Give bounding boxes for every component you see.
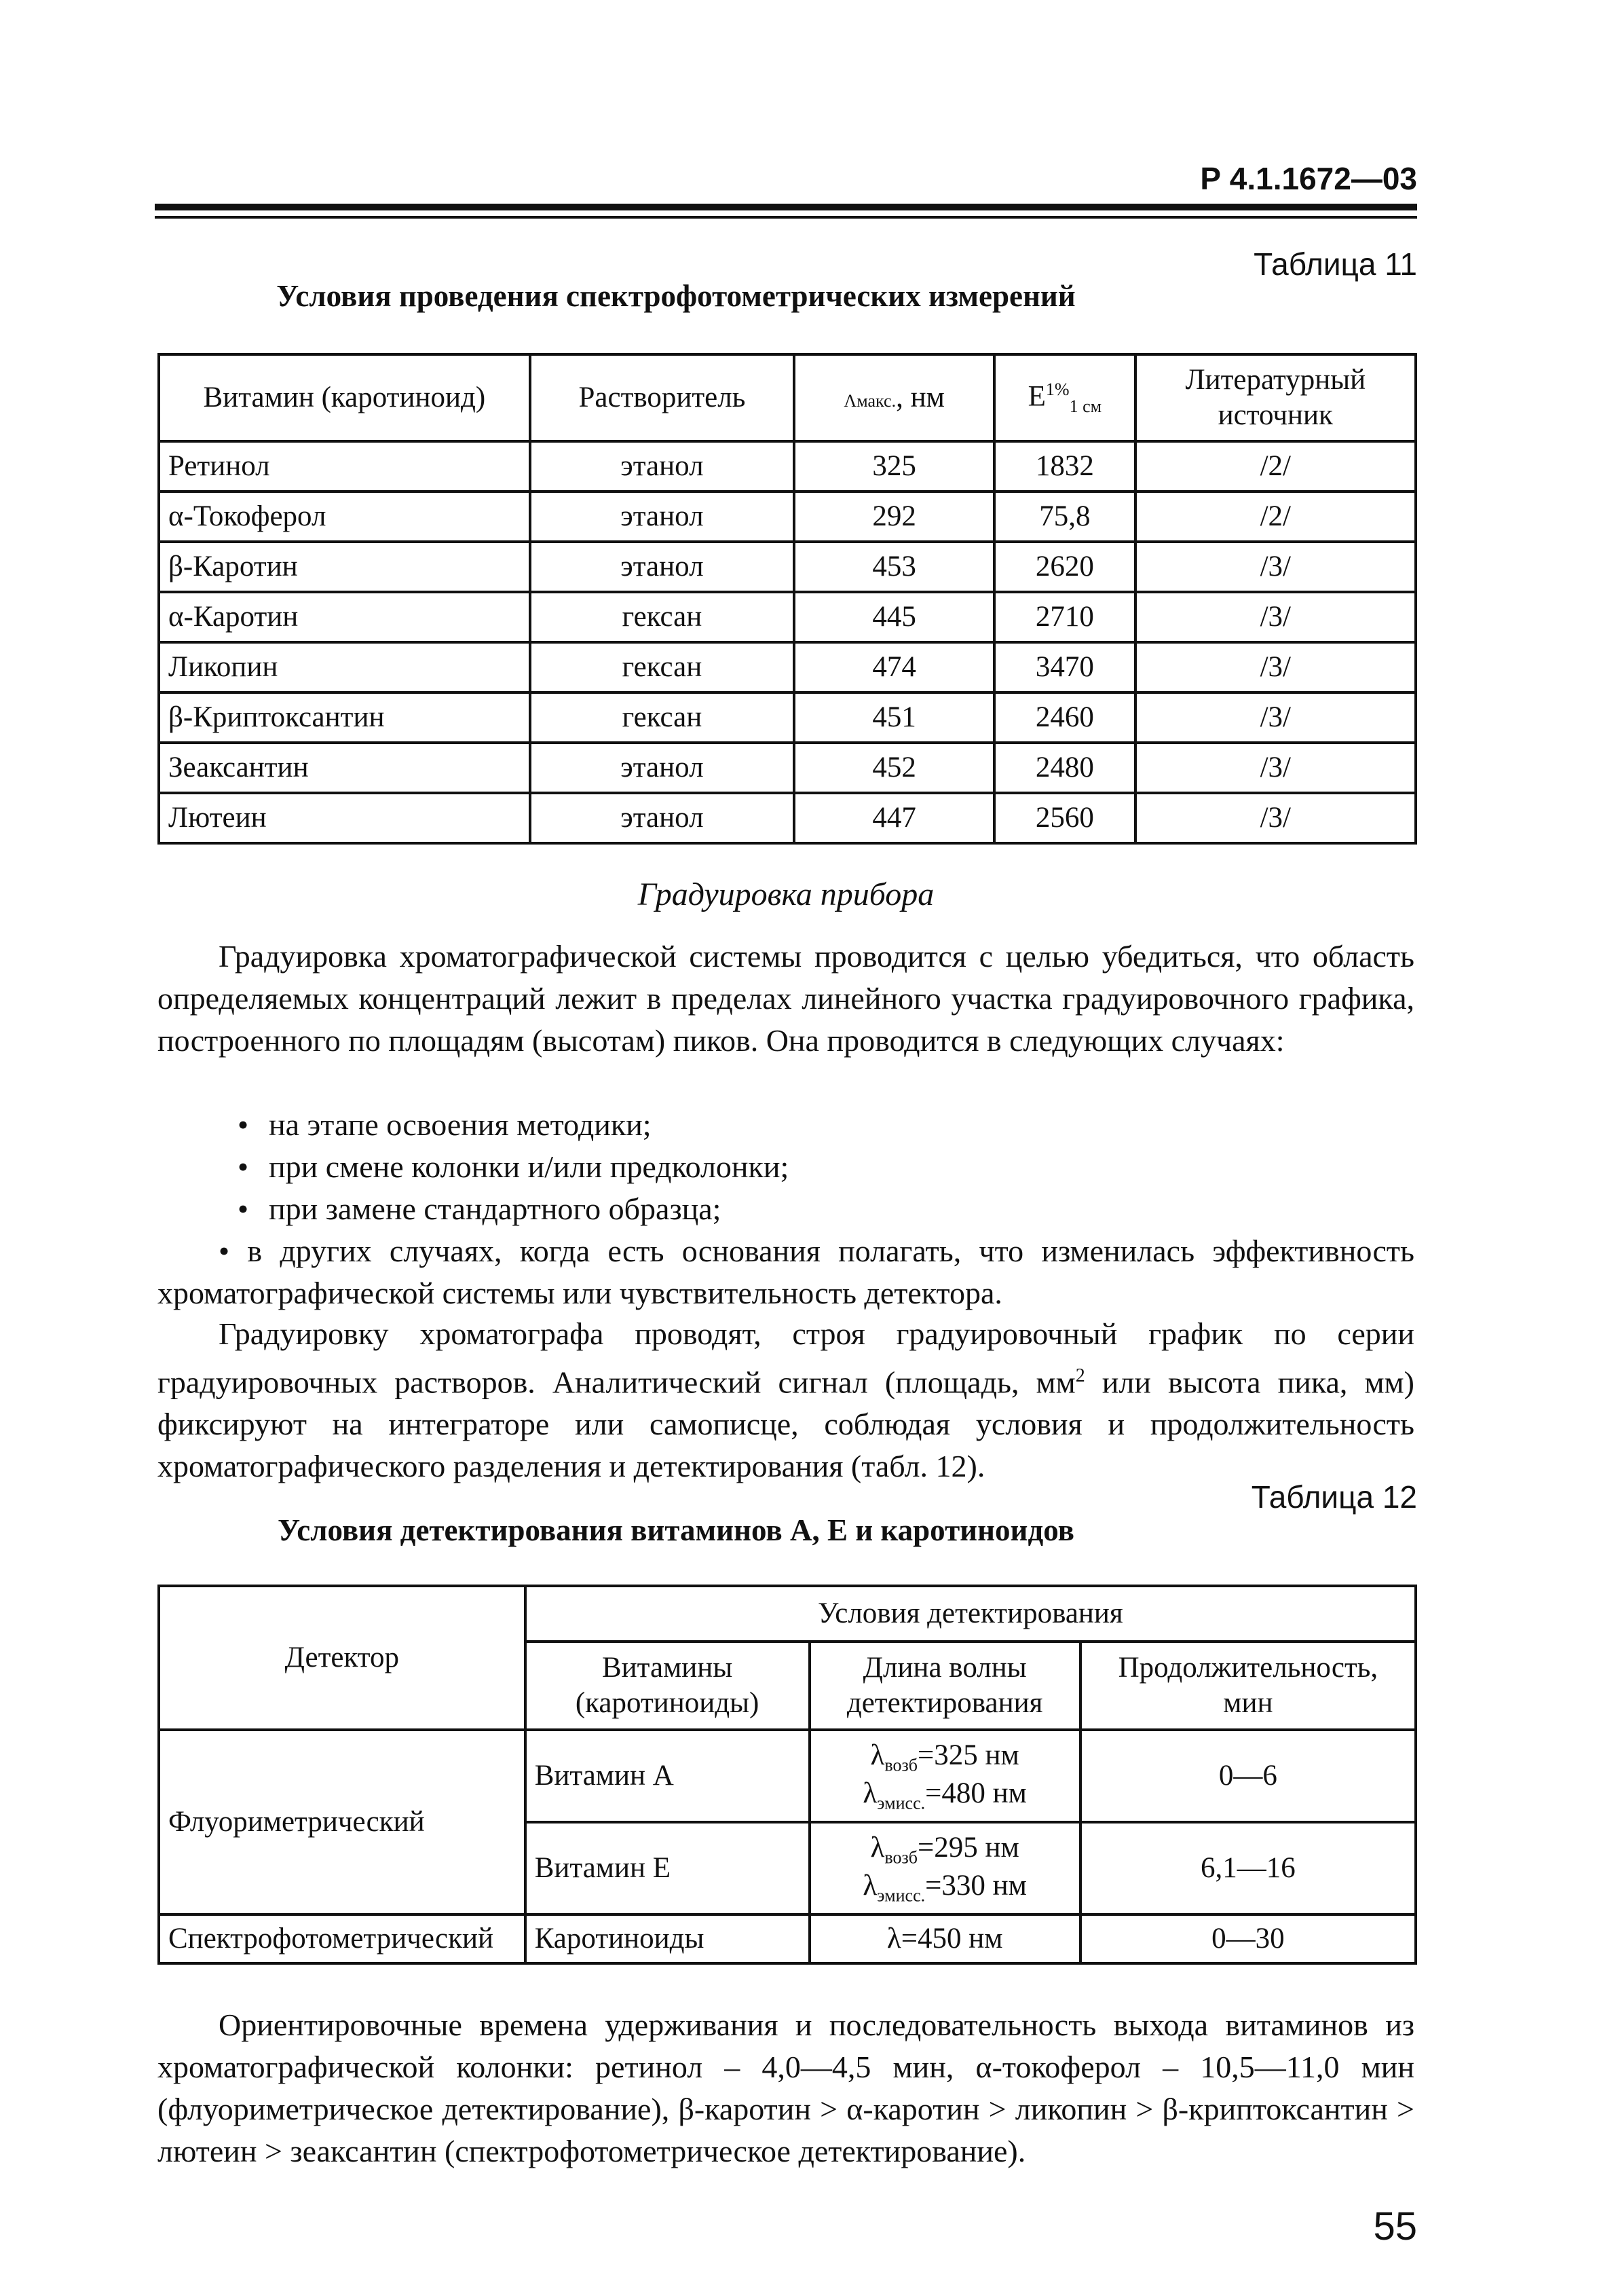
cell-solvent: этанол [530, 743, 794, 793]
paragraph-text [157, 1313, 1414, 1487]
table-row [159, 692, 1416, 743]
lambda-symbol: λ [863, 1777, 878, 1809]
table-row [159, 492, 1416, 542]
cell-wavelength [810, 1730, 1080, 1822]
table12-header-detector: Детектор [159, 1586, 525, 1730]
lambda-max-symbol: Λмакс. [844, 391, 897, 411]
table12-header-row [159, 1586, 1416, 1642]
cell-extinction: 2460 [994, 692, 1135, 743]
cell-lambda: 445 [794, 592, 994, 642]
document-number: Р 4.1.1672—03 [1200, 161, 1417, 196]
cell-vitamin: Лютеин [159, 793, 530, 843]
cell-wavelength: λ=450 нм [810, 1914, 1080, 1963]
lambda-symbol: λ [870, 1832, 885, 1864]
table-row [159, 642, 1416, 692]
cell-lambda: 452 [794, 743, 994, 793]
paragraph-graph [157, 1313, 1414, 1487]
cell-lambda: 451 [794, 692, 994, 743]
cell-lambda: 325 [794, 441, 994, 492]
lambda-subscript: эмисс. [877, 1885, 926, 1906]
cell-source: /3/ [1135, 692, 1416, 743]
table12-header-wavelength: Длина волны детектирования [810, 1642, 1080, 1730]
table-row [159, 793, 1416, 843]
cell-solvent: этанол [530, 793, 794, 843]
list-item-text: на этапе освоения методики; [269, 1107, 652, 1142]
table12-header-duration: Продолжительность, мин [1080, 1642, 1416, 1730]
cell-source: /3/ [1135, 592, 1416, 642]
table-row [159, 1730, 1416, 1822]
cell-solvent: этанол [530, 542, 794, 592]
lambda-subscript: возб [884, 1847, 918, 1868]
cell-solvent: гексан [530, 692, 794, 743]
table11 [157, 353, 1417, 845]
paragraph-text: Градуировка хроматографической системы проводится с целью убедиться, что область определяемых концентраций лежит в пределах линейного участка градуировочного графика, построенного по площадям (высотам) пиков. Она проводится в следующих случаях: [157, 939, 1414, 1058]
extinction-symbol: E [1028, 380, 1046, 413]
list-item-text [157, 1230, 1414, 1314]
cell-duration: 0—30 [1080, 1914, 1416, 1963]
cell-source: /3/ [1135, 793, 1416, 843]
cell-lambda: 474 [794, 642, 994, 692]
extinction-sup: 1% [1045, 379, 1070, 399]
list-item-text-content: в других случаях, когда есть основания полагать, что изменилась эффективность хроматографической системы или чувствительность детектора. [157, 1234, 1414, 1310]
bullet-list [157, 1104, 1414, 1230]
paragraph-calibration [157, 936, 1414, 1062]
table11-header-source: Литературный источник [1135, 354, 1416, 441]
lambda-subscript: возб [884, 1755, 918, 1775]
table-row [159, 542, 1416, 592]
lambda-value: =325 нм [918, 1739, 1019, 1772]
table-row [159, 1914, 1416, 1963]
table11-header-lambda [794, 354, 994, 441]
cell-vitamin: Ликопин [159, 642, 530, 692]
list-item [157, 1188, 1414, 1230]
lambda-value: =330 нм [925, 1870, 1027, 1902]
emission-wavelength [819, 1868, 1071, 1906]
cell-vitamin: Ретинол [159, 441, 530, 492]
lambda-value: =480 нм [925, 1777, 1027, 1809]
cell-extinction: 2480 [994, 743, 1135, 793]
list-item [157, 1104, 1414, 1146]
cell-extinction: 2710 [994, 592, 1135, 642]
header-rule-thin [155, 216, 1417, 219]
cell-vitamin: Витамин Е [525, 1822, 810, 1914]
cell-extinction: 2560 [994, 793, 1135, 843]
table-row [159, 743, 1416, 793]
header-rule-thick [155, 204, 1417, 210]
table12-label: Таблица 12 [1251, 1479, 1417, 1515]
cell-source: /3/ [1135, 542, 1416, 592]
cell-wavelength [810, 1822, 1080, 1914]
emission-wavelength [819, 1776, 1071, 1814]
excitation-wavelength [819, 1738, 1071, 1776]
cell-source: /3/ [1135, 642, 1416, 692]
cell-vitamin: Витамин А [525, 1730, 810, 1822]
excitation-wavelength [819, 1830, 1071, 1868]
lambda-symbol: λ [863, 1870, 878, 1902]
cell-source: /3/ [1135, 743, 1416, 793]
cell-extinction: 1832 [994, 441, 1135, 492]
paragraph-part-b: или высота пика, мм) фиксируют на интеграторе или самописце, соблюдая условия и продолжительность хроматографического разделения и детектирования (табл. 12). [157, 1365, 1414, 1484]
bullet-icon: • [219, 1234, 248, 1268]
cell-solvent: гексан [530, 592, 794, 642]
cell-duration: 6,1—16 [1080, 1822, 1416, 1914]
cell-lambda: 292 [794, 492, 994, 542]
bullet-icon: • [238, 1191, 249, 1226]
list-item-text: при смене колонки и/или предколонки; [269, 1149, 789, 1184]
table11-header-solvent: Растворитель [530, 354, 794, 441]
table12-header-vitamins: Витамины (каротиноиды) [525, 1642, 810, 1730]
table11-header-row [159, 354, 1416, 441]
page-number: 55 [1373, 2204, 1417, 2248]
table-row [159, 441, 1416, 492]
cell-solvent: гексан [530, 642, 794, 692]
table12 [157, 1585, 1417, 1965]
bullet-icon: • [238, 1149, 249, 1184]
table-row [159, 592, 1416, 642]
cell-lambda: 447 [794, 793, 994, 843]
table11-header-extinction [994, 354, 1135, 441]
cell-vitamin: Зеаксантин [159, 743, 530, 793]
cell-source: /2/ [1135, 492, 1416, 542]
table11-header-vitamin: Витамин (каротиноид) [159, 354, 530, 441]
cell-extinction: 2620 [994, 542, 1135, 592]
cell-vitamin: α-Токоферол [159, 492, 530, 542]
lambda-symbol: λ [870, 1739, 885, 1772]
extinction-sub: 1 см [1069, 396, 1102, 416]
cell-vitamin: α-Каротин [159, 592, 530, 642]
table12-header-conditions: Условия детектирования [525, 1586, 1416, 1642]
lambda-subscript: эмисс. [877, 1793, 926, 1813]
lambda-unit: , нм [896, 382, 945, 414]
list-item [157, 1230, 1414, 1314]
paragraph-text: Ориентировочные времена удерживания и последовательность выхода витаминов из хроматографической колонки: ретинол – 4,0—4,5 мин, α-токоферол – 10,5—11,0 мин (флуориметрическое детектирование), β-каротин > α-каротин > ликопин > β-криптоксантин > лютеин > зеаксантин (спектрофотометрическое детектирование). [157, 2007, 1414, 2168]
cell-solvent: этанол [530, 441, 794, 492]
cell-vitamin: β-Криптоксантин [159, 692, 530, 743]
cell-duration: 0—6 [1080, 1730, 1416, 1822]
table11-label: Таблица 11 [1254, 246, 1417, 282]
cell-detector: Флуориметрический [159, 1730, 525, 1914]
cell-vitamin: β-Каротин [159, 542, 530, 592]
cell-extinction: 3470 [994, 642, 1135, 692]
superscript: 2 [1075, 1365, 1085, 1386]
cell-vitamin: Каротиноиды [525, 1914, 810, 1963]
cell-detector: Спектрофотометрический [159, 1914, 525, 1963]
cell-lambda: 453 [794, 542, 994, 592]
cell-source: /2/ [1135, 441, 1416, 492]
list-item-text: при замене стандартного образца; [269, 1191, 721, 1226]
paragraph-retention [157, 2004, 1414, 2172]
lambda-value: =295 нм [918, 1832, 1019, 1864]
list-item [157, 1146, 1414, 1188]
cell-extinction: 75,8 [994, 492, 1135, 542]
table11-title: Условия проведения спектрофотометрических измерений [276, 279, 1076, 313]
cell-solvent: этанол [530, 492, 794, 542]
bullet-icon: • [238, 1107, 249, 1142]
paragraph-part-a: Градуировку хроматографа проводят, строя градуировочный график по серии градуировочных растворов. Аналитический сигнал (площадь, мм [157, 1316, 1414, 1400]
table12-title: Условия детектирования витаминов А, Е и каротиноидов [278, 1513, 1074, 1547]
section-heading: Градуировка прибора [637, 876, 935, 912]
